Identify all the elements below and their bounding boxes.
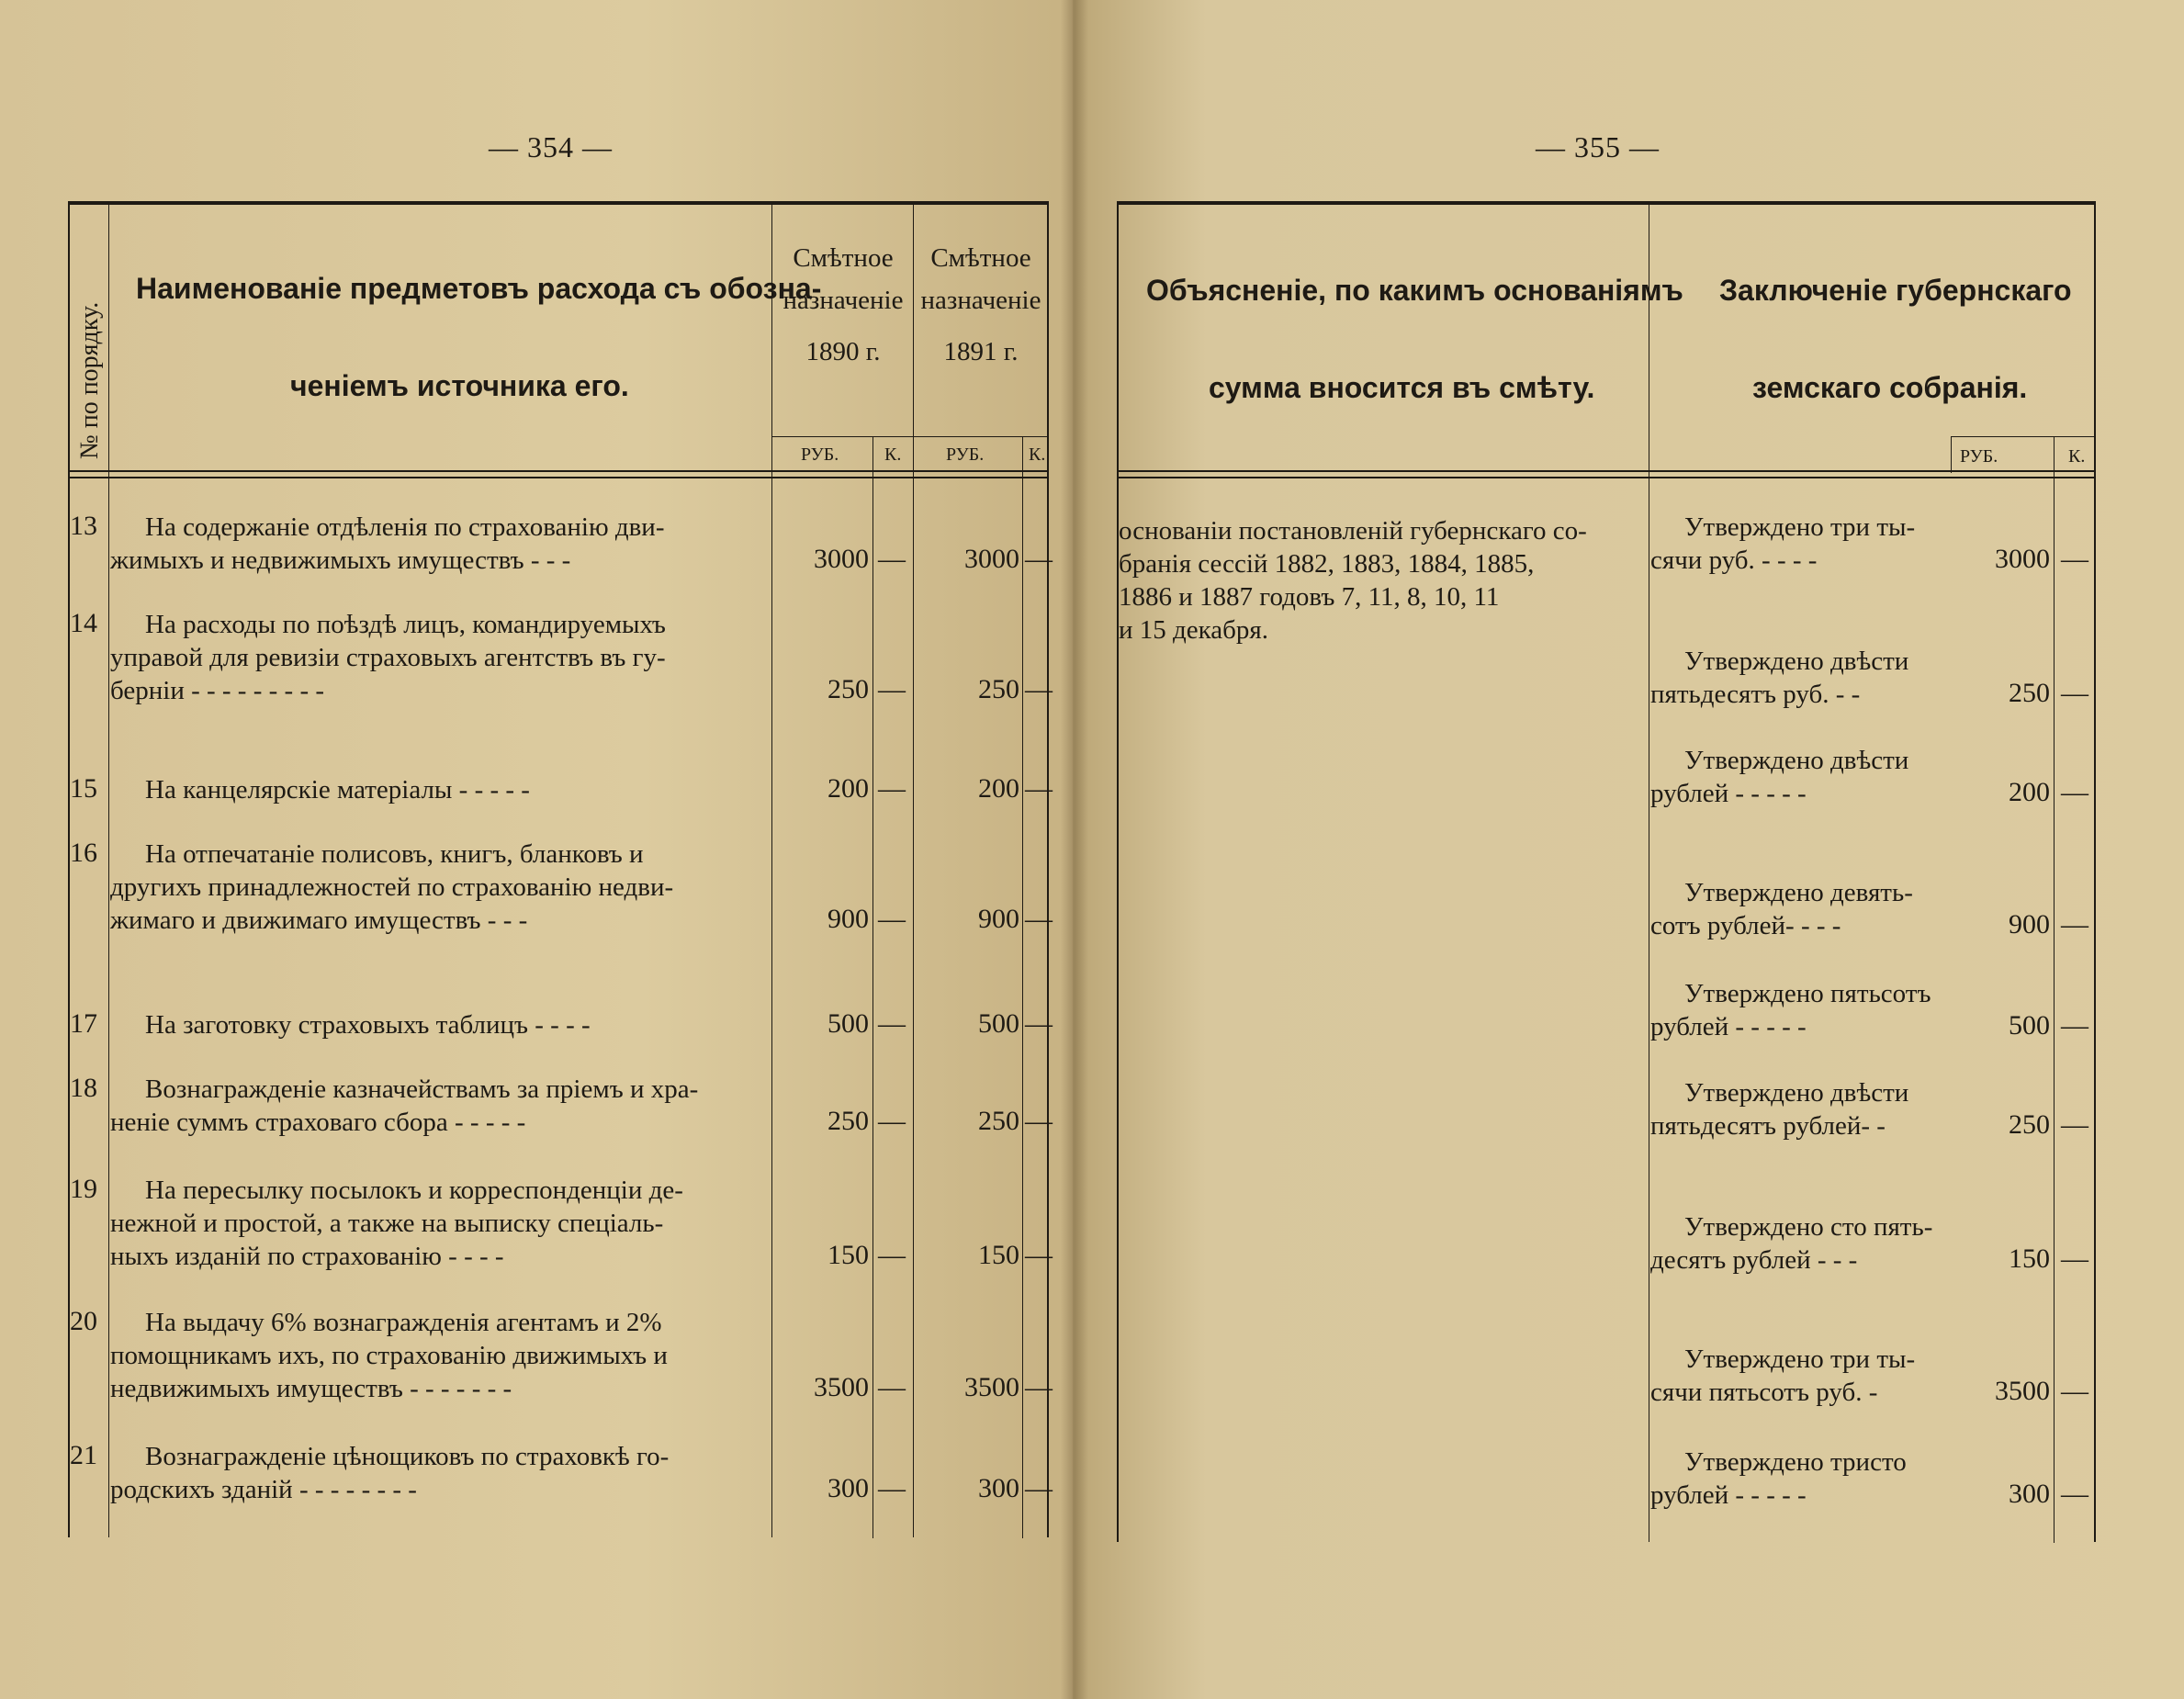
amount-1890-kop: — (878, 773, 906, 804)
est-1890-header: Смѣтное назначеніе 1890 г. (782, 243, 904, 366)
conclusion-line: Утверждено двѣсти (1684, 746, 1909, 775)
amount-1890-rub: 300 (827, 1473, 869, 1503)
row-description-line: другихъ принадлежностей по страхованію недви- (110, 872, 674, 902)
rub-label-1891: РУБ. (946, 444, 985, 465)
row-description-line: ныхъ изданій по страхованію - - - - (110, 1242, 504, 1271)
kop-divider-1891 (1022, 436, 1023, 1538)
rub-label-1890: РУБ. (801, 444, 839, 465)
row-number: 13 (70, 511, 97, 541)
conclusion-line: сячи руб. - - - - (1650, 546, 1818, 575)
row-description-line: На расходы по поѣздѣ лицъ, командируемыхъ (145, 610, 666, 639)
kop-divider-1890 (872, 436, 873, 1538)
kop-divider-conclusion (2054, 436, 2055, 1543)
row-description-line: берніи - - - - - - - - - (110, 676, 325, 705)
amount-1891-rub: 300 (978, 1473, 1019, 1503)
amount-1890-rub: 250 (827, 1106, 869, 1136)
amount-1890-rub: 150 (827, 1240, 869, 1270)
conclusion-line: сотъ рублей- - - - (1650, 911, 1841, 940)
amount-1891-rub: 900 (978, 904, 1019, 934)
row-description-line: родскихъ зданій - - - - - - - - (110, 1475, 417, 1504)
page-number-left: — 354 — (489, 130, 613, 163)
conclusion-amount-kop: — (2061, 678, 2088, 708)
header-rule (68, 470, 1049, 472)
rub-label-conclusion: РУБ. (1960, 446, 1998, 467)
table-top-rule-right (1117, 201, 2096, 205)
right-table-left-border (1117, 201, 1119, 1542)
row-number: 14 (70, 608, 97, 638)
conclusion-amount-rub: 500 (2009, 1010, 2050, 1041)
conclusion-line: Утверждено девять- (1684, 878, 1913, 907)
amount-1890-kop: — (878, 1008, 906, 1039)
conclusion-line: Утверждено три ты- (1684, 512, 1916, 542)
conclusion-line: рублей - - - - - (1650, 779, 1807, 808)
right-page (1073, 0, 2184, 1699)
conclusion-amount-kop: — (2061, 544, 2088, 574)
row-description-line: помощникамъ ихъ, по страхованію движимыхъ и (110, 1341, 668, 1370)
conclusion-line: пятьдесятъ руб. - - (1650, 680, 1861, 709)
conclusion-line: Утверждено двѣсти (1684, 647, 1909, 676)
conclusion-amount-rub: 3500 (1995, 1376, 2050, 1406)
amount-1890-kop: — (878, 544, 906, 574)
row-description-line: На содержаніе отдѣленія по страхованію дви- (145, 512, 665, 542)
amount-1890-kop: — (878, 1473, 906, 1503)
amount-1891-rub: 3500 (964, 1372, 1019, 1402)
conclusion-amount-rub: 900 (2009, 909, 2050, 940)
row-description-line: недвижимыхъ имуществъ - - - - - - - (110, 1374, 512, 1403)
conclusion-amount-kop: — (2061, 777, 2088, 807)
amount-1891-kop: — (1025, 544, 1053, 574)
amount-1891-rub: 3000 (964, 544, 1019, 574)
amount-1890-kop: — (878, 1372, 906, 1402)
row-description-line: жимаго и движимаго имуществъ - - - (110, 906, 528, 935)
row-number: 15 (70, 773, 97, 804)
kop-label-1890: К. (884, 444, 902, 465)
amount-1890-rub: 500 (827, 1008, 869, 1039)
conclusion-amount-rub: 150 (2009, 1243, 2050, 1274)
row-description-line: На выдачу 6% вознагражденія агентамъ и 2% (145, 1308, 662, 1337)
row-number: 19 (70, 1174, 97, 1204)
amount-1891-kop: — (1025, 773, 1053, 804)
row-description-line: На пересылку посылокъ и корреспонденціи де- (145, 1176, 683, 1205)
conclusion-amount-rub: 3000 (1995, 544, 2050, 574)
book-gutter (1061, 0, 1088, 1699)
amount-1890-rub: 250 (827, 674, 869, 704)
conclusion-line: десятъ рублей - - - (1650, 1245, 1858, 1275)
amount-1891-rub: 500 (978, 1008, 1019, 1039)
conclusion-amount-rub: 200 (2009, 777, 2050, 807)
amount-1890-kop: — (878, 1240, 906, 1270)
header-rule-right (1117, 470, 2096, 472)
conclusion-line: сячи пятьсотъ руб. - (1650, 1378, 1878, 1407)
right-table-right-border (2094, 201, 2096, 1542)
conclusion-line: Утверждено тристо (1684, 1447, 1907, 1477)
row-number: 18 (70, 1073, 97, 1103)
row-description-line: неніе суммъ страховаго сбора - - - - - (110, 1108, 526, 1137)
conclusion-amount-kop: — (2061, 1243, 2088, 1274)
conclusion-header-line2: земскаго собранія. (1752, 371, 2028, 404)
header-rule-double-right (1117, 477, 2096, 478)
col-divider-1890 (771, 201, 772, 1537)
conclusion-line: пятьдесятъ рублей- - (1650, 1111, 1886, 1141)
amount-1890-rub: 200 (827, 773, 869, 804)
conclusion-amount-kop: — (2061, 909, 2088, 940)
unit-left-rule-right (1951, 436, 1952, 473)
kop-label-conclusion: К. (2068, 446, 2086, 467)
row-description-line: управой для ревизіи страховыхъ агентствъ въ гу- (110, 643, 666, 672)
amount-1891-rub: 200 (978, 773, 1019, 804)
conclusion-line: Утверждено сто пять- (1684, 1212, 1933, 1242)
conclusion-header-line1: Заключеніе губернскаго (1719, 274, 2072, 307)
col-divider-1891 (913, 201, 914, 1537)
amount-1891-kop: — (1025, 1372, 1053, 1402)
amount-1890-kop: — (878, 674, 906, 704)
row-description-line: На канцелярскіе матеріалы - - - - - (145, 775, 530, 804)
amount-1891-kop: — (1025, 1106, 1053, 1136)
row-number: 20 (70, 1306, 97, 1336)
conclusion-amount-kop: — (2061, 1109, 2088, 1140)
row-number: 16 (70, 838, 97, 868)
amount-1890-kop: — (878, 1106, 906, 1136)
row-description-line: Вознагражденіе казначействамъ за пріемъ и хра- (145, 1075, 699, 1104)
unit-rule (771, 436, 1049, 437)
row-description-line: На отпечатаніе полисовъ, книгъ, бланковъ и (145, 839, 644, 869)
amount-1891-kop: — (1025, 674, 1053, 704)
name-header-line2: ченіемъ источника его. (290, 369, 629, 402)
col-divider-no (108, 201, 109, 1537)
right-border (1047, 201, 1049, 1537)
row-description-line: нежной и простой, а также на выписку спеціаль- (110, 1209, 664, 1238)
amount-1890-kop: — (878, 904, 906, 934)
conclusion-line: рублей - - - - - (1650, 1012, 1807, 1041)
est-1891-header: Смѣтное назначеніе 1891 г. (920, 243, 1041, 366)
conclusion-line: Утверждено три ты- (1684, 1345, 1916, 1374)
conclusion-amount-kop: — (2061, 1376, 2088, 1406)
conclusion-amount-kop: — (2061, 1010, 2088, 1041)
amount-1891-kop: — (1025, 904, 1053, 934)
amount-1891-kop: — (1025, 1008, 1053, 1039)
amount-1891-rub: 150 (978, 1240, 1019, 1270)
conclusion-line: Утверждено пятьсотъ (1684, 979, 1931, 1008)
row-number: 17 (70, 1008, 97, 1039)
explanation-header-line2: сумма вносится въ смѣту. (1209, 371, 1595, 404)
amount-1891-rub: 250 (978, 1106, 1019, 1136)
row-description-line: Вознагражденіе цѣнощиковъ по страховкѣ го- (145, 1442, 670, 1471)
conclusion-amount-rub: 250 (2009, 678, 2050, 708)
order-no-header: № по порядку. (75, 301, 104, 459)
table-top-rule (68, 201, 1049, 205)
conclusion-amount-rub: 300 (2009, 1479, 2050, 1509)
amount-1890-rub: 3000 (814, 544, 869, 574)
kop-label-1891: К. (1029, 444, 1046, 465)
conclusion-amount-rub: 250 (2009, 1109, 2050, 1140)
unit-rule-right (1951, 436, 2096, 437)
amount-1890-rub: 3500 (814, 1372, 869, 1402)
conclusion-line: Утверждено двѣсти (1684, 1078, 1909, 1108)
row-number: 21 (70, 1440, 97, 1470)
amount-1891-rub: 250 (978, 674, 1019, 704)
header-rule-double (68, 477, 1049, 478)
row-description-line: На заготовку страховыхъ таблицъ - - - - (145, 1010, 591, 1040)
amount-1891-kop: — (1025, 1473, 1053, 1503)
conclusion-line: рублей - - - - - (1650, 1480, 1807, 1510)
row-description-line: жимыхъ и недвижимыхъ имуществъ - - - (110, 546, 571, 575)
amount-1890-rub: 900 (827, 904, 869, 934)
name-header-line1: Наименованіе предметовъ расхода съ обозна- (136, 272, 822, 305)
page-number-right: — 355 — (1536, 130, 1660, 163)
amount-1891-kop: — (1025, 1240, 1053, 1270)
conclusion-amount-kop: — (2061, 1479, 2088, 1509)
explanation-header-line1: Объясненіе, по какимъ основаніямъ (1146, 274, 1683, 307)
